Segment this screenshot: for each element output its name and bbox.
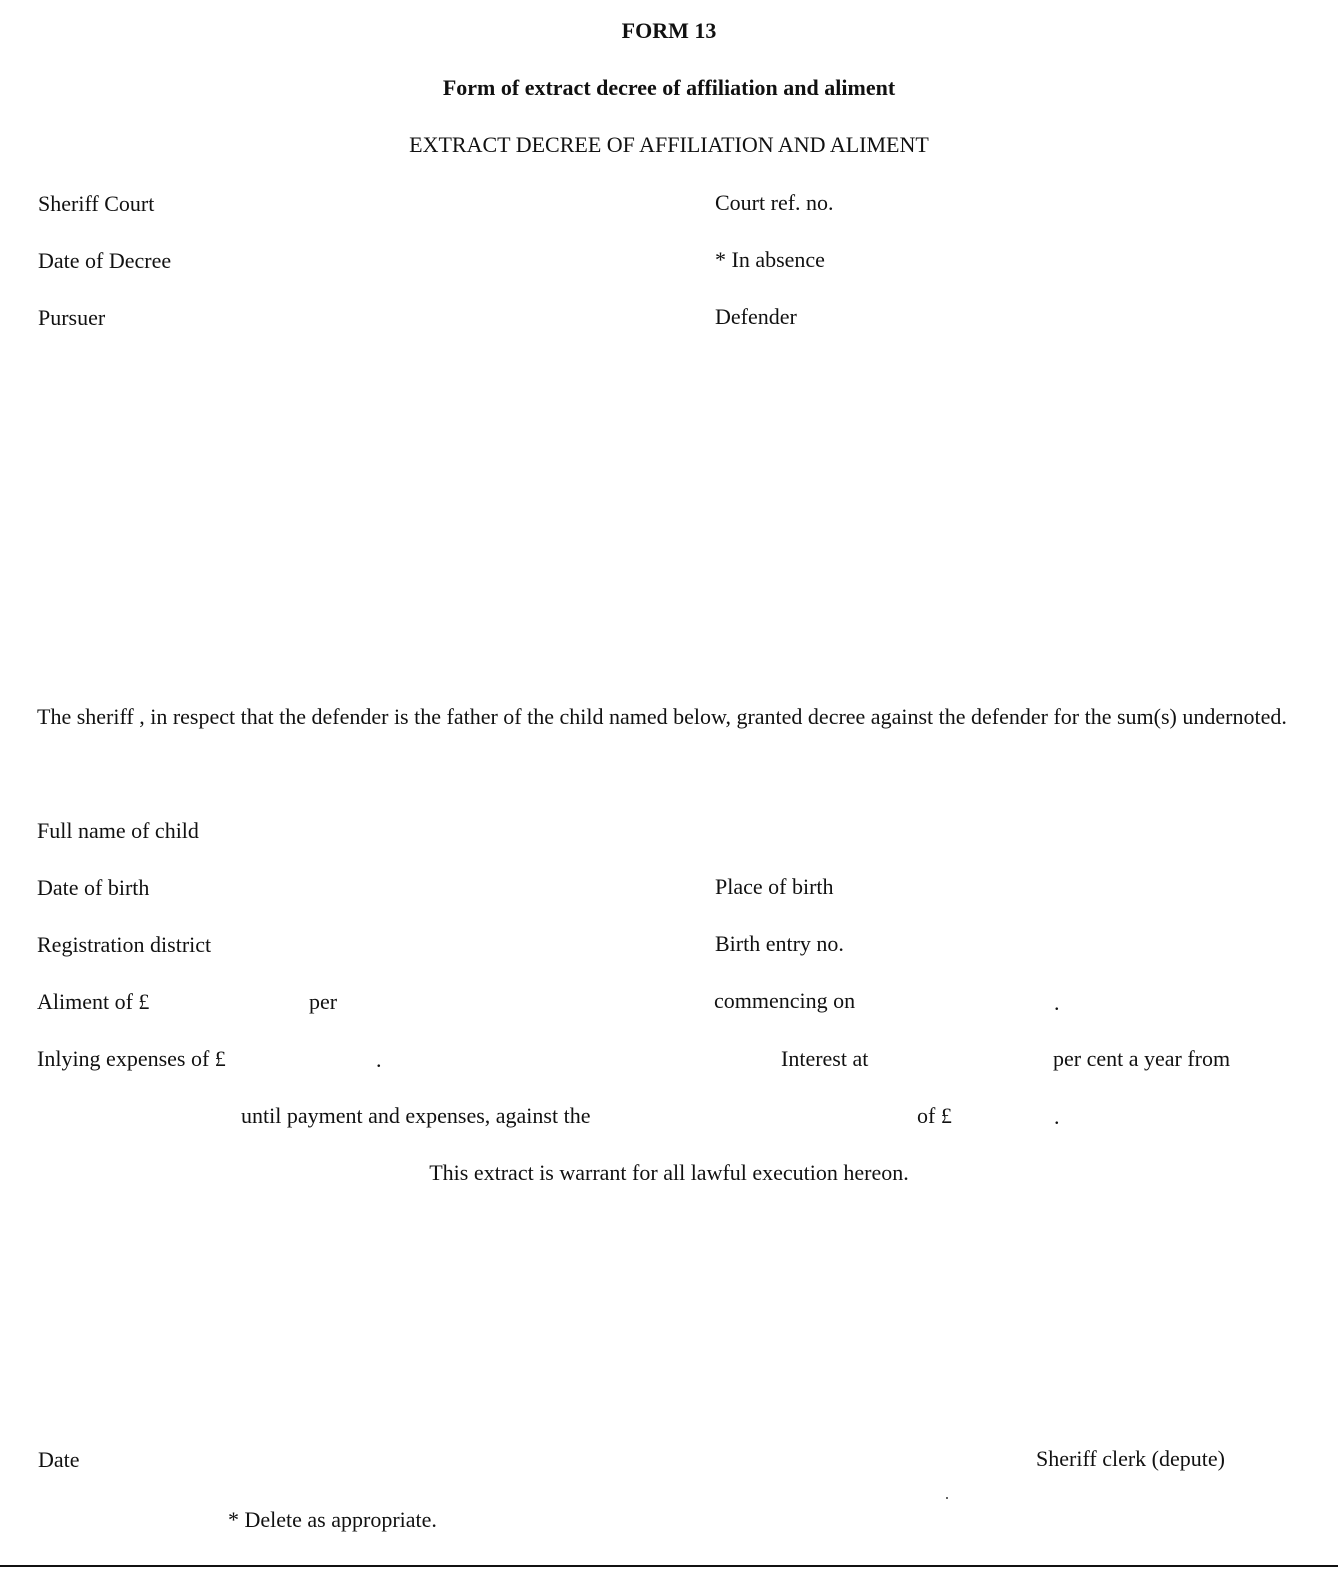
date-of-decree-label: Date of Decree: [38, 248, 172, 273]
registration-district-label: Registration district: [37, 932, 212, 957]
pursuer-label: Pursuer: [38, 305, 106, 330]
birth-entry-label: Birth entry no.: [715, 931, 844, 956]
date-of-birth-label: Date of birth: [37, 875, 150, 900]
form-title: Form of extract decree of affiliation and aliment: [442, 75, 896, 100]
form-subtitle: EXTRACT DECREE OF AFFILIATION AND ALIMENT: [409, 132, 929, 157]
place-of-birth-label: Place of birth: [715, 874, 834, 899]
sheriff-clerk-label: Sheriff clerk (depute): [1036, 1446, 1225, 1471]
sheriff-court-label: Sheriff Court: [38, 191, 155, 216]
defender-label: Defender: [715, 304, 797, 329]
commencing-on-label: commencing on: [714, 988, 856, 1013]
warrant-statement: This extract is warrant for all lawful execution hereon.: [429, 1160, 909, 1185]
aliment-per-label: per: [309, 989, 338, 1014]
per-cent-label: per cent a year from: [1053, 1046, 1231, 1071]
aliment-of-label: Aliment of £: [37, 989, 150, 1014]
interest-at-label: Interest at: [781, 1046, 869, 1071]
of-pounds-label: of £: [917, 1103, 952, 1128]
bottom-rule: [0, 1565, 1338, 1567]
inlying-period: .: [376, 1047, 382, 1072]
date-label: Date: [38, 1447, 80, 1472]
aliment-period: .: [1054, 990, 1060, 1015]
of-pounds-period: .: [1054, 1104, 1060, 1129]
until-payment-label: until payment and expenses, against the: [241, 1103, 591, 1128]
inlying-expenses-label: Inlying expenses of £: [37, 1046, 226, 1071]
child-full-name-label: Full name of child: [37, 818, 199, 843]
decree-statement: The sheriff , in respect that the defender is the father of the child named below, granted decree against the defender for the sum(s) undernoted.: [37, 704, 1287, 729]
delete-note: * Delete as appropriate.: [228, 1507, 437, 1532]
scan-speck: [946, 1497, 948, 1499]
court-ref-label: Court ref. no.: [715, 190, 834, 215]
form-number: FORM 13: [621, 18, 717, 43]
in-absence-label: * In absence: [715, 247, 825, 272]
